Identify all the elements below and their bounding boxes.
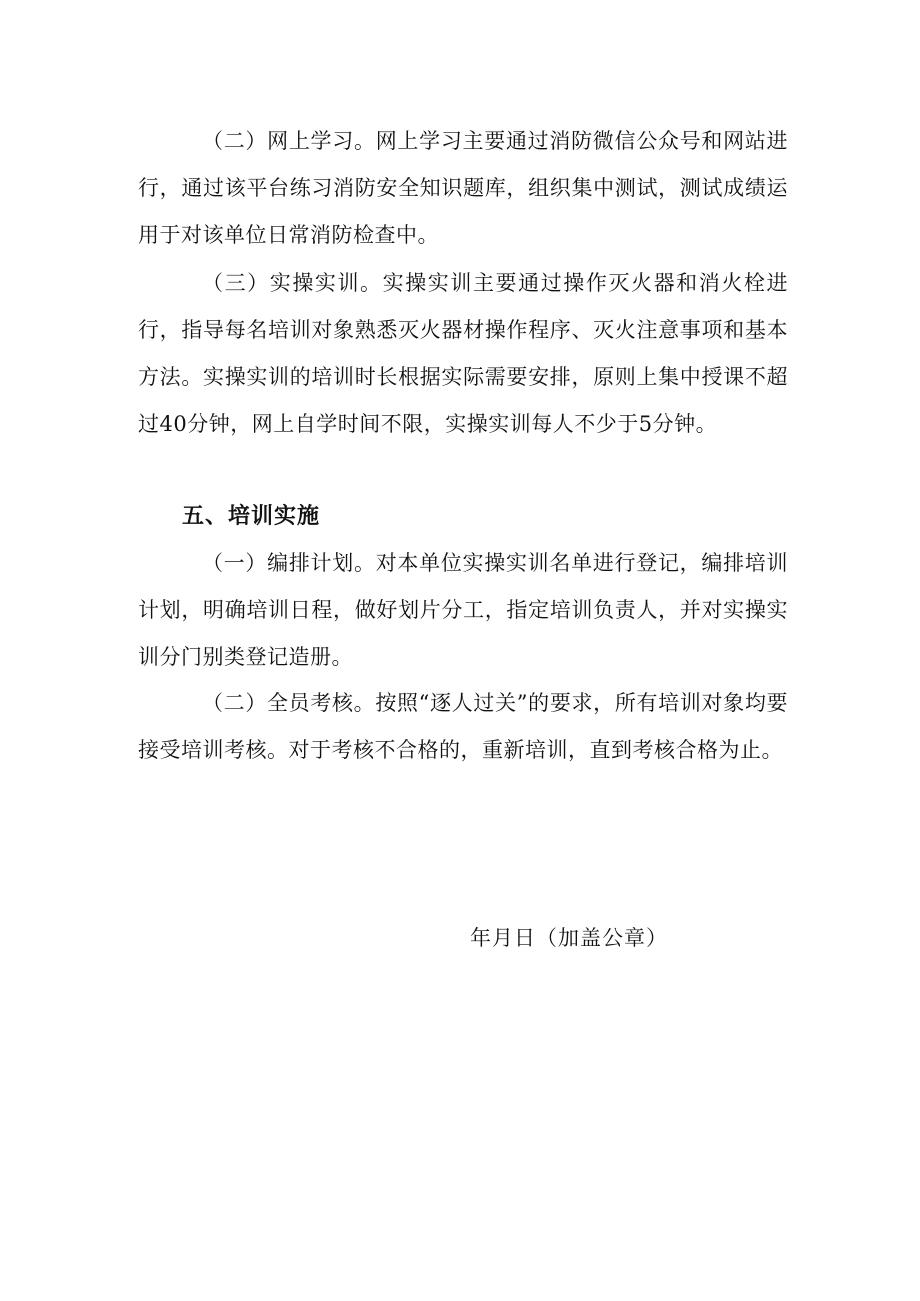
paragraph-online-learning: （二）网上学习。网上学习主要通过消防微信公众号和网站进行，通过该平台练习消防安全知识题库，组织集中测试，测试成绩运用于对该单位日常消防检查中。 xyxy=(138,129,788,247)
date-seal-line: 年月日（加盖公章） xyxy=(470,926,668,950)
paragraph-practical-training: （三）实操实训。实操实训主要通过操作灭火器和消火栓进行，指导每名培训对象熟悉灭火器材操作程序、灭火注意事项和基本方法。实操实训的培训时长根据实际需要安排，原则上集中授课不超过40分钟，网上自学时间不限，实操实训每人不少于5分钟。 xyxy=(138,271,788,436)
paragraph-plan-arrangement: （一）编排计划。对本单位实操实训名单进行登记，编排培训计划，明确培训日程，做好划片分工，指定培训负责人，并对实操实训分门别类登记造册。 xyxy=(138,551,788,669)
paragraph-staff-assessment: （二）全员考核。按照“逐人过关”的要求，所有培训对象均要接受培训考核。对于考核不合格的，重新培训，直到考核合格为止。 xyxy=(138,691,788,762)
section-heading: 五、培训实施 xyxy=(182,504,321,529)
